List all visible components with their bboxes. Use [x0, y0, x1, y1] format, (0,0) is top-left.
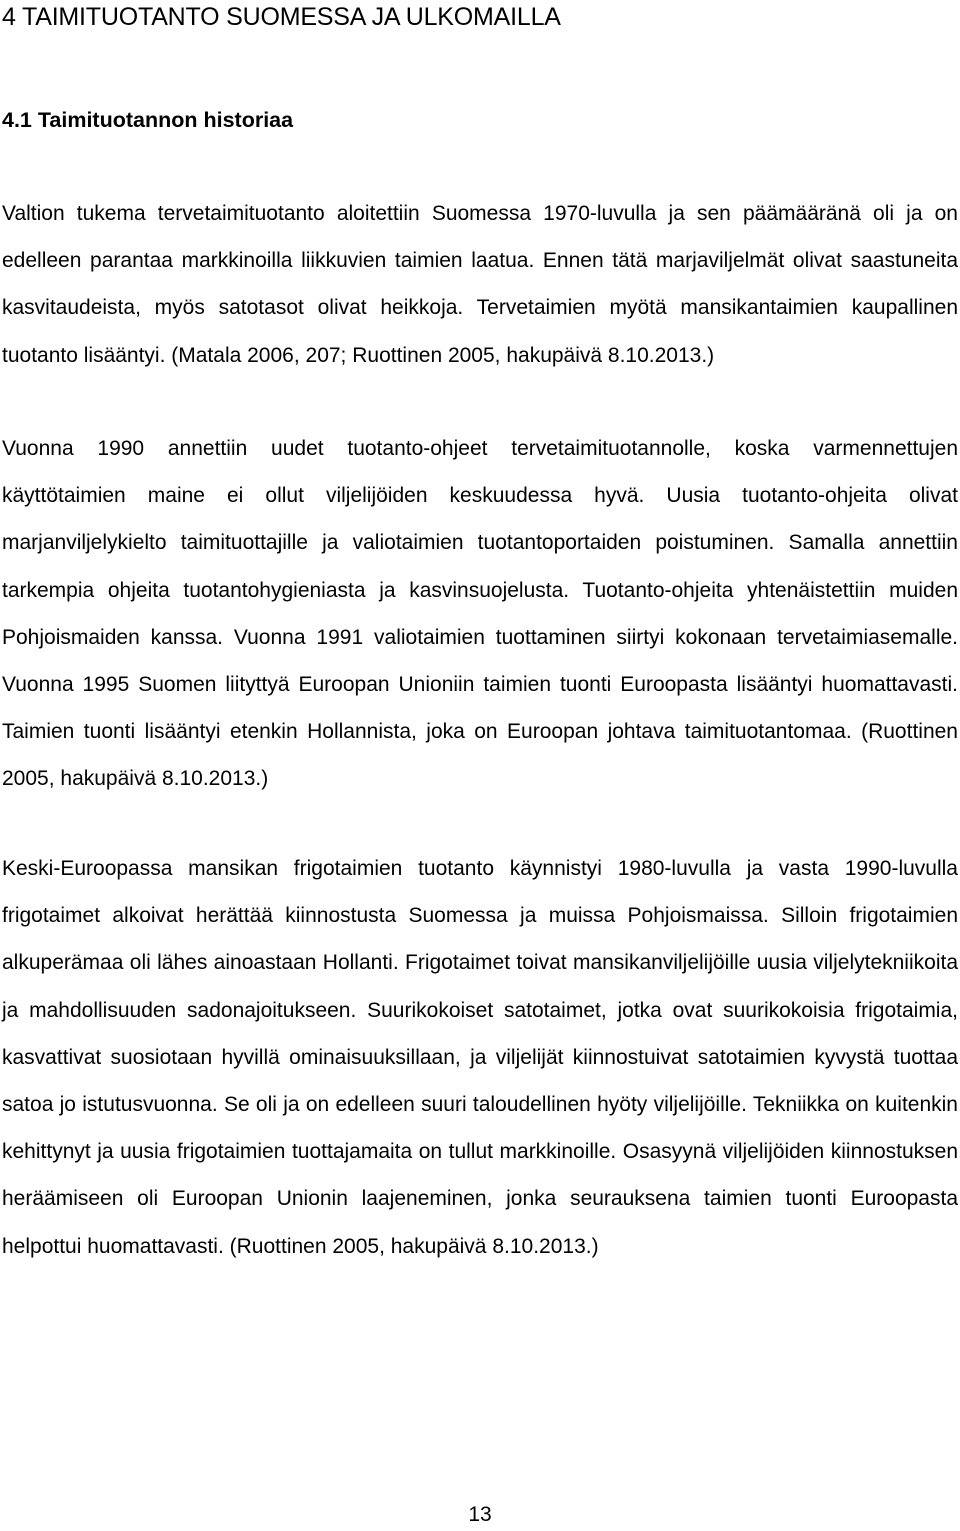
paragraph-frigo-plants: Keski-Euroopassa mansikan frigotaimien tuotanto käynnistyi 1980-luvulla ja vasta 1990-luvulla frigotaimet alkoivat herättää kiinnostusta Suomessa ja muissa Pohjoismaissa. Silloin frigotaimien alkuperämaa oli lähes ainoastaan Hollanti. Frigotaimet toivat mansikanviljelijöille uusia viljelytekniikoita ja mahdollisuuden sadonajoitukseen. Suurikokoiset satotaimet, jotka ovat suurikokoisia frigotaimia, kasvattivat suosiotaan hyvillä ominaisuuksillaan, ja viljelijät kiinnostuivat satotaimien kyvystä tuottaa satoa jo istutusvuonna. Se oli ja on edelleen suuri taloudellinen hyöty viljelijöille. Tekniikka on kuitenkin kehittynyt ja uusia frigotaimien tuottajamaita on tullut markkinoille. Osasyynä viljelijöiden kiinnostuksen heräämiseen oli Euroopan Unionin laajeneminen, jonka seurauksena taimien tuonti Euroopasta helpottui huomattavasti. (Ruottinen 2005, hakupäivä 8.10.2013.) — [2, 857, 958, 1258]
section-heading: 4.1 Taimituotannon historiaa — [2, 108, 294, 132]
chapter-heading: 4 TAIMITUOTANTO SUOMESSA JA ULKOMAILLA — [2, 3, 561, 31]
page-number: 13 — [468, 1503, 492, 1526]
paragraph-production-guidelines: Vuonna 1990 annettiin uudet tuotanto-ohjeet tervetaimituotannolle, koska varmennettujen käyttötaimien maine ei ollut viljelijöiden keskuudessa hyvä. Uusia tuotanto-ohjeita olivat marjanviljelykielto taimituottajille ja valiotaimien tuotantoportaiden poistuminen. Samalla annettiin tarkempia ohjeita tuotantohygieniasta ja kasvinsuojelusta. Tuotanto-ohjeita yhtenäistettiin muiden Pohjoismaiden kanssa. Vuonna 1991 valiotaimien tuottaminen siirtyi kokonaan tervetaimiasemalle. Vuonna 1995 Suomen liityttyä Euroopan Unioniin taimien tuonti Euroopasta lisääntyi huomattavasti. Taimien tuonti lisääntyi etenkin Hollannista, joka on Euroopan johtava taimituotantomaa. (Ruottinen 2005, hakupäivä 8.10.2013.) — [2, 437, 958, 791]
paragraph-history-intro: Valtion tukema tervetaimituotanto aloitettiin Suomessa 1970-luvulla ja sen päämääränä oli ja on edelleen parantaa markkinoilla liikkuvien taimien laatua. Ennen tätä marjaviljelmät olivat saastuneita kasvitaudeista, myös satotasot olivat heikkoja. Tervetaimien myötä mansikantaimien kaupallinen tuotanto lisääntyi. (Matala 2006, 207; Ruottinen 2005, hakupäivä 8.10.2013.) — [2, 202, 958, 367]
